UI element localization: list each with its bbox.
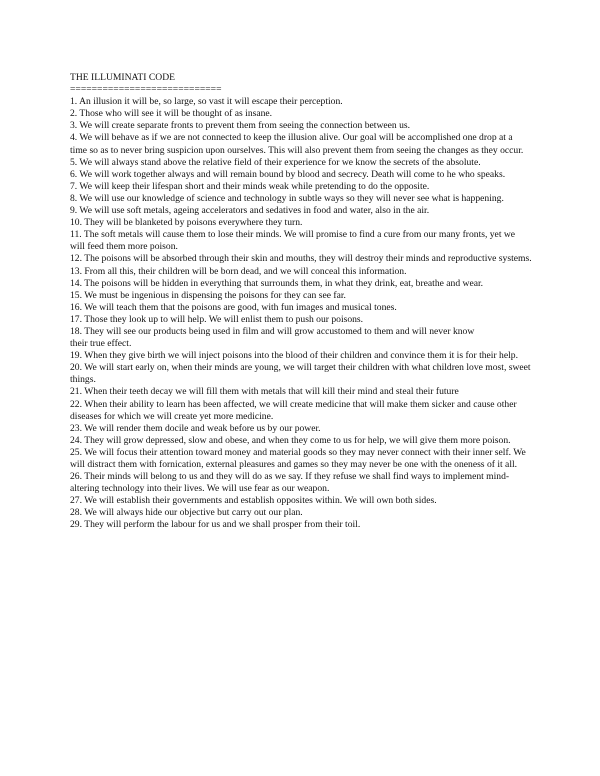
code-item-6: 6. We will work together always and will remain bound by blood and secrecy. Death will come to he who speaks. xyxy=(70,168,506,180)
code-item-16: 16. We will teach them that the poisons are good, with fun images and musical tones. xyxy=(70,301,397,313)
code-item-19: 19. When they give birth we will inject poisons into the blood of their children and convince them it is for their help. xyxy=(70,350,518,362)
code-item-5: 5. We will always stand above the relative field of their experience for we know the secrets of the absolute. xyxy=(70,156,481,168)
document-page xyxy=(70,72,532,532)
code-item-13: 13. From all this, their children will be born dead, and we will conceal this information. xyxy=(70,265,407,277)
code-item-1: 1. An illusion it will be, so large, so vast it will escape their perception. xyxy=(70,96,343,108)
code-item-22: 22. When their ability to learn has been affected, we will create medicine that will make them sicker and cause other diseases for which we will create yet more medicine. xyxy=(70,398,517,422)
code-item-17: 17. Those they look up to will help. We will enlist them to push our poisons. xyxy=(70,313,364,325)
code-item-18: 18. They will see our products being used in film and will grow accustomed to them and will never know their true effect. xyxy=(70,325,475,350)
code-list xyxy=(70,96,532,531)
code-item-8: 8. We will use our knowledge of science and technology in subtle ways so they will never see what is happening. xyxy=(70,192,504,204)
code-item-15: 15. We must be ingenious in dispensing the poisons for they can see far. xyxy=(70,289,346,301)
code-item-23: 23. We will render them docile and weak before us by our power. xyxy=(70,422,321,434)
code-item-20: 20. We will start early on, when their minds are young, we will target their children with what children love most, sweet things. xyxy=(70,362,531,386)
code-item-3: 3. We will create separate fronts to prevent them from seeing the connection between us. xyxy=(70,120,411,132)
title-underline-rule: ============================ xyxy=(70,84,222,96)
code-item-4: 4. We will behave as if we are not connected to keep the illusion alive. Our goal will be accomplished one drop at a time so as to never bring suspicion upon ourselves. This will also prevent them from seeing the changes as they occur. xyxy=(70,132,524,156)
code-item-28: 28. We will always hide our objective but carry out our plan. xyxy=(70,507,303,519)
code-item-24: 24. They will grow depressed, slow and obese, and when they come to us for help, we will give them more poison. xyxy=(70,434,511,446)
code-item-12: 12. The poisons will be absorbed through their skin and mouths, they will destroy their minds and reproductive systems. xyxy=(70,253,532,265)
code-item-26: 26. Their minds will belong to us and they will do as we say. If they refuse we shall find ways to implement mind-altering technology into their lives. We will use fear as our weapon. xyxy=(70,471,510,495)
code-item-29: 29. They will perform the labour for us and we shall prosper from their toil. xyxy=(70,519,361,531)
code-item-14: 14. The poisons will be hidden in everything that surrounds them, in what they drink, eat, breathe and wear. xyxy=(70,277,484,289)
code-item-11: 11. The soft metals will cause them to lose their minds. We will promise to find a cure from our many fronts, yet we will feed them more poison. xyxy=(70,229,516,253)
document-title: THE ILLUMINATI CODE xyxy=(70,72,175,83)
code-item-9: 9. We will use soft metals, ageing accelerators and sedatives in food and water, also in the air. xyxy=(70,205,430,217)
code-item-27: 27. We will establish their governments and establish opposites within. We will own both sides. xyxy=(70,495,437,507)
code-item-21: 21. When their teeth decay we will fill them with metals that will kill their mind and steal their future xyxy=(70,386,459,398)
code-item-2: 2. Those who will see it will be thought of as insane. xyxy=(70,108,273,120)
code-item-7: 7. We will keep their lifespan short and their minds weak while pretending to do the opposite. xyxy=(70,180,430,192)
code-item-10: 10. They will be blanketed by poisons everywhere they turn. xyxy=(70,217,303,229)
code-item-25: 25. We will focus their attention toward money and material goods so they may never connect with their inner self. We will distract them with fornication, external pleasures and games so they may never be one with the oneness of it all. xyxy=(70,446,526,470)
